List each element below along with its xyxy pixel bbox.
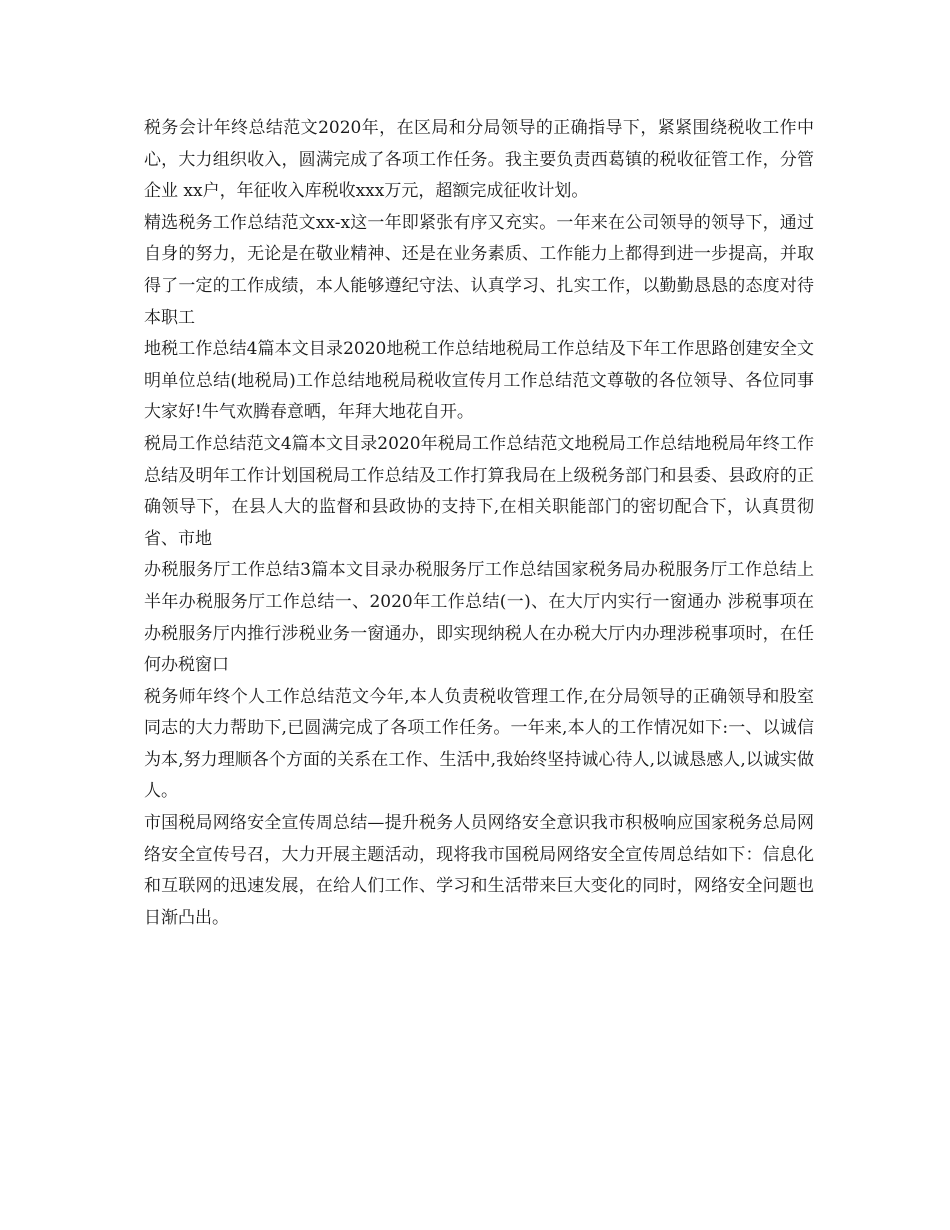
paragraph-1: 税务会计年终总结范文2020年，在区局和分局领导的正确指导下，紧紧围绕税收工作中心，大力组织收入，圆满完成了各项工作任务。我主要负责西葛镇的税收征管工作，分管企业 xx户，年征收入库税收xxx万元，超额完成征收计划。 (144, 118, 814, 202)
paragraph-3: 地税工作总结4篇本文目录2020地税工作总结地税局工作总结及下年工作思路创建安全文明单位总结(地税局)工作总结地税局税收宣传月工作总结范文尊敬的各位领导、各位同事大家好!牛气欢腾春意晒，年拜大地花自开。 (144, 339, 814, 423)
paragraph-7: 市国税局网络安全宣传周总结—提升税务人员网络安全意识我市积极响应国家税务总局网络安全宣传号召，大力开展主题活动，现将我市国税局网络安全宣传周总结如下：信息化和互联网的迅速发展，在给人们工作、学习和生活带来巨大变化的同时，网络安全问题也日渐凸出。 (144, 813, 814, 928)
paragraph-6: 税务师年终个人工作总结范文今年,本人负责税收管理工作,在分局领导的正确领导和股室同志的大力帮助下,已圆满完成了各项工作任务。一年来,本人的工作情况如下:一、以诚信为本,努力理顺各个方面的关系在工作、生活中,我始终坚持诚心待人,以诚恳感人,以诚实做人。 (144, 686, 814, 802)
paragraph-2: 精选税务工作总结范文xx-x这一年即紧张有序又充实。一年来在公司领导的领导下，通过自身的努力，无论是在敬业精神、还是在业务素质、工作能力上都得到进一步提高，并取得了一定的工作成绩，本人能够遵纪守法、认真学习、扎实工作，以勤勤恳恳的态度对待本职工 (144, 212, 814, 328)
document-body (144, 113, 814, 934)
paragraph-4: 税局工作总结范文4篇本文目录2020年税局工作总结范文地税局工作总结地税局年终工作总结及明年工作计划国税局工作总结及工作打算我局在上级税务部门和县委、县政府的正确领导下，在县人大的监督和县政协的支持下,在相关职能部门的密切配合下，认真贯彻省、市地 (144, 433, 814, 549)
paragraph-5: 办税服务厅工作总结3篇本文目录办税服务厅工作总结国家税务局办税服务厅工作总结上半年办税服务厅工作总结一、2020年工作总结(一)、在大厅内实行一窗通办 涉税事项在办税服务厅内推行涉税业务一窗通办，即实现纳税人在办税大厅内办理涉税事项时，在任何办税窗口 (144, 560, 814, 676)
